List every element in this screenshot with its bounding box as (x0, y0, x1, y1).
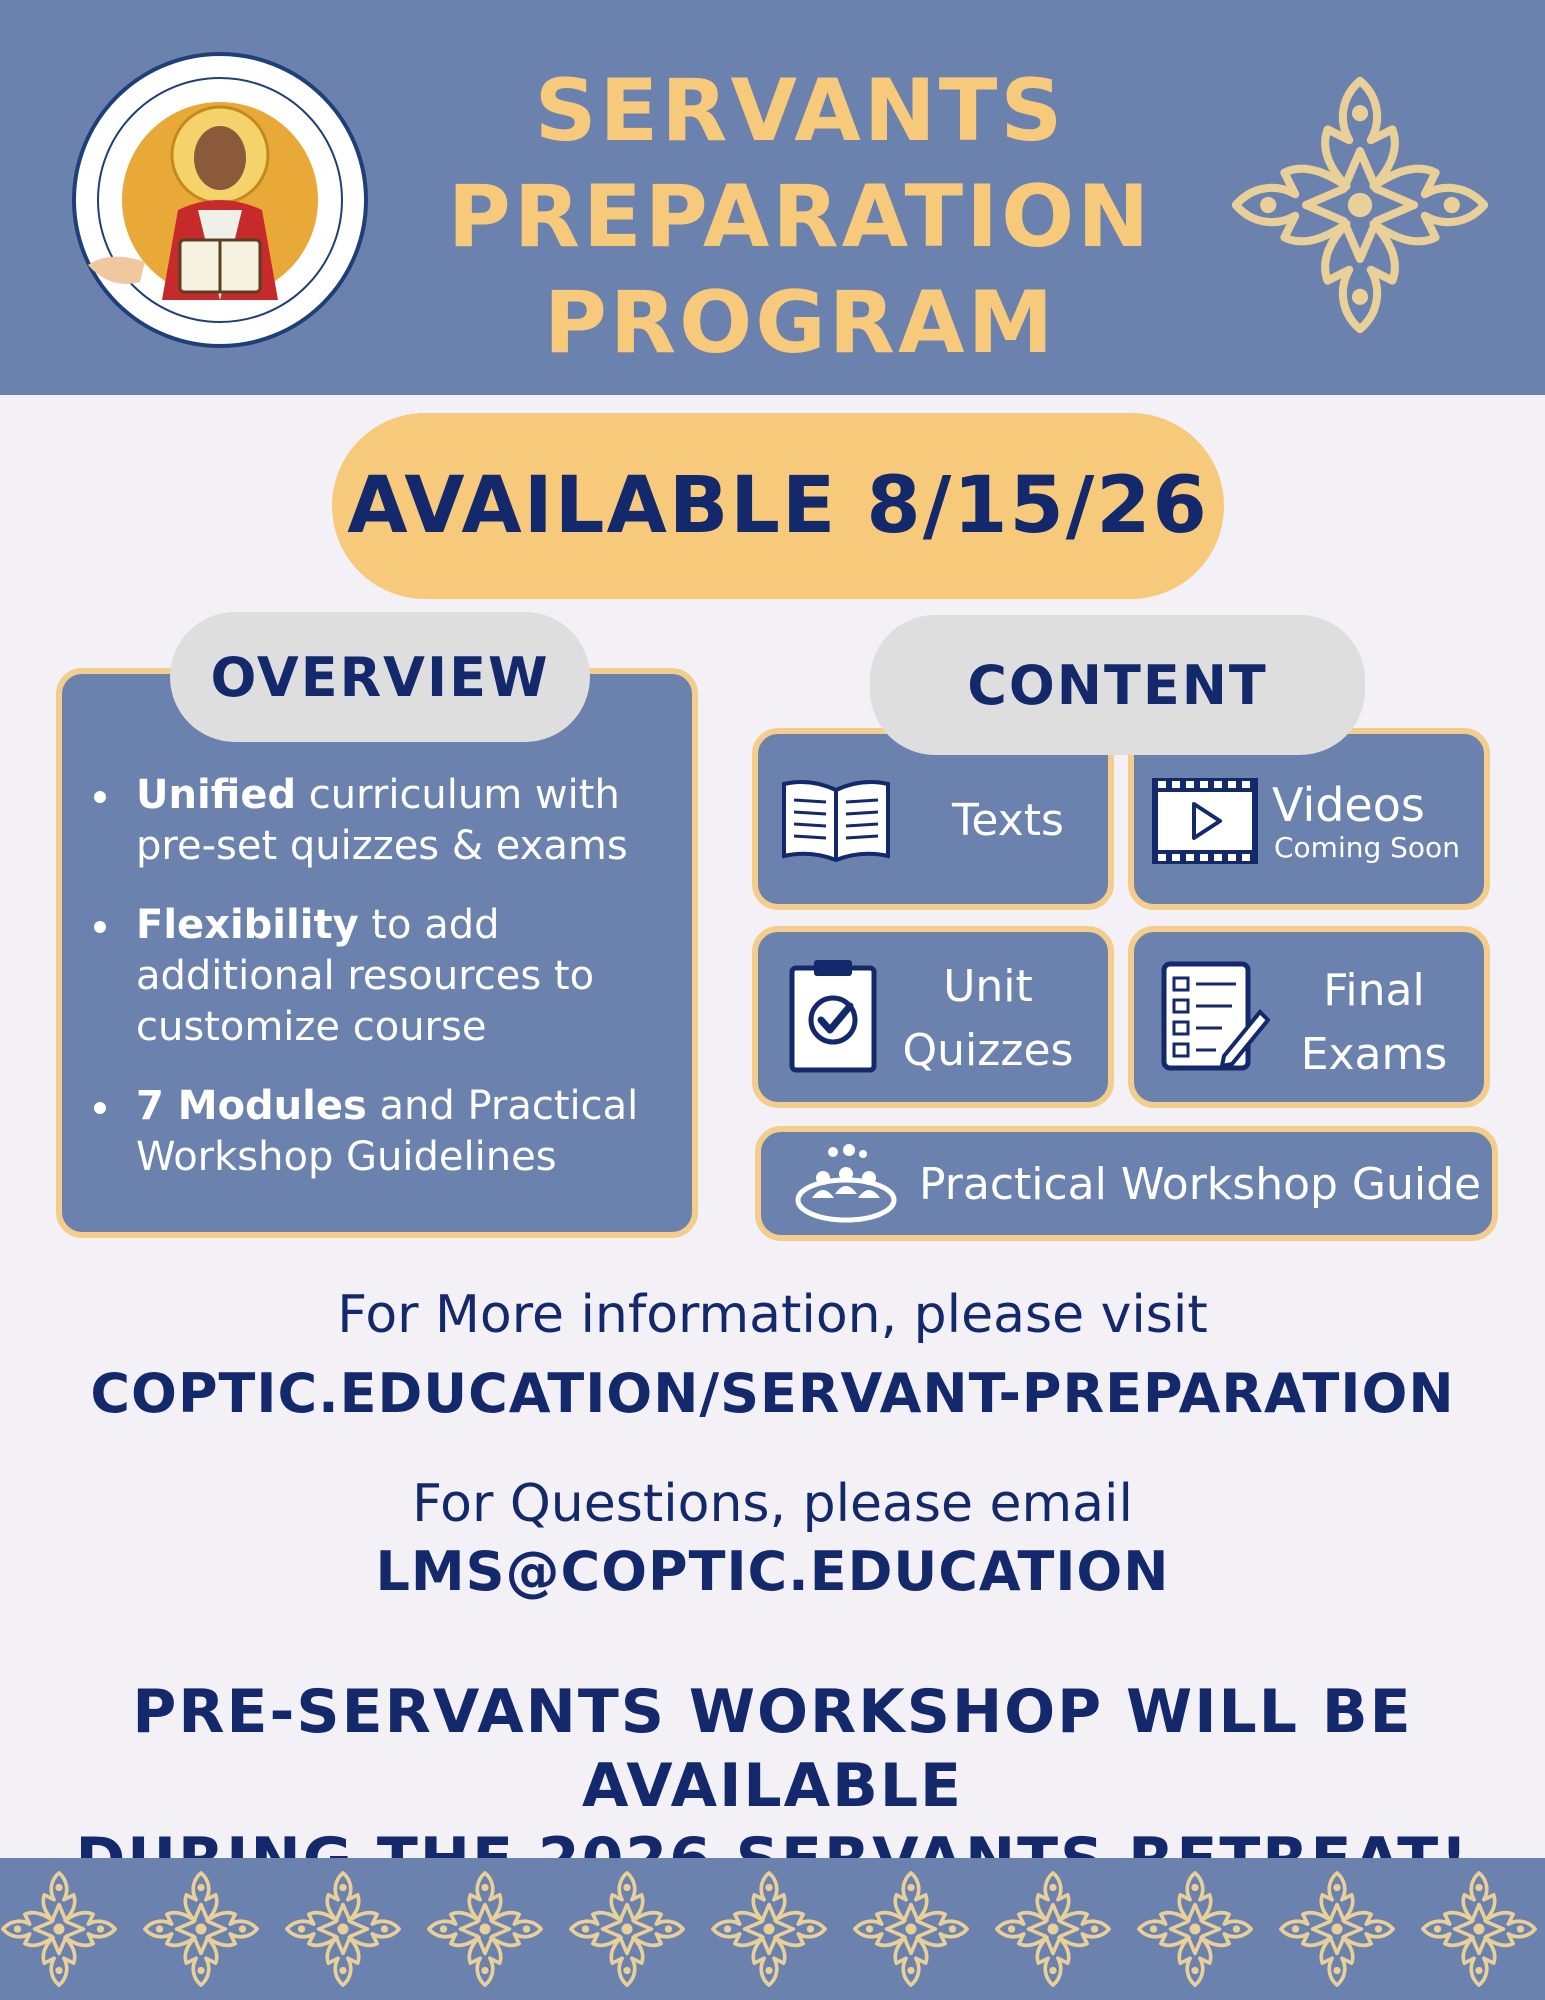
exams-label-line1: Final (1323, 965, 1425, 1016)
program-title (400, 58, 1200, 376)
overview-list (90, 770, 680, 1211)
workshop-label: Practical Workshop Guide (919, 1159, 1482, 1210)
film-play-icon (1150, 776, 1260, 866)
announcement-line-1: PRE-SERVANTS WORKSHOP WILL BE AVAILABLE (132, 1677, 1413, 1821)
list-item (90, 900, 680, 1053)
visit-text: For More information, please visit (337, 1285, 1208, 1345)
open-book-icon (776, 776, 896, 866)
email-text: For Questions, please email (412, 1474, 1133, 1534)
quizzes-label-line2: Quizzes (902, 1025, 1074, 1076)
list-item (90, 770, 680, 872)
list-item-bold: 7 Modules (136, 1083, 367, 1129)
footer-cross-border (0, 1858, 1545, 2000)
cross-pattern-icon (0, 1858, 1545, 2000)
overview-heading: OVERVIEW (170, 612, 590, 742)
videos-label: Videos (1272, 778, 1425, 832)
availability-badge: AVAILABLE 8/15/26 (332, 413, 1224, 599)
website-link[interactable]: COPTIC.EDUCATION/SERVANT-PREPARATION (90, 1362, 1455, 1425)
clipboard-check-icon (788, 956, 878, 1074)
list-item-bold: Flexibility (136, 902, 359, 948)
list-item-text: to add additional resources to customize course (136, 902, 595, 1050)
header-banner (0, 0, 1545, 395)
exams-label-line2: Exams (1300, 1029, 1448, 1080)
content-card-workshop (755, 1126, 1498, 1241)
list-item-text: and Practical Workshop Guidelines (136, 1083, 639, 1180)
group-meeting-icon (793, 1142, 899, 1226)
email-link[interactable]: LMS@COPTIC.EDUCATION (375, 1540, 1170, 1603)
content-card-exams (1128, 926, 1490, 1108)
quizzes-label-line1: Unit (943, 961, 1033, 1012)
list-item-text: curriculum with pre-set quizzes & exams (136, 772, 628, 869)
diocese-logo-icon (70, 50, 370, 350)
content-card-texts (752, 728, 1114, 910)
texts-label: Texts (952, 795, 1064, 846)
exam-checklist-icon (1160, 960, 1270, 1072)
content-card-videos (1128, 728, 1490, 910)
title-line-1: SERVANTS (534, 61, 1066, 161)
title-line-3: PROGRAM (543, 273, 1057, 373)
list-item (90, 1081, 680, 1183)
content-heading: CONTENT (870, 615, 1365, 755)
list-item-bold: Unified (136, 772, 297, 818)
title-line-2: PREPARATION (447, 167, 1153, 267)
coptic-cross-icon (1225, 70, 1495, 340)
videos-coming-soon: Coming Soon (1274, 831, 1460, 864)
content-card-quizzes (752, 926, 1114, 1108)
